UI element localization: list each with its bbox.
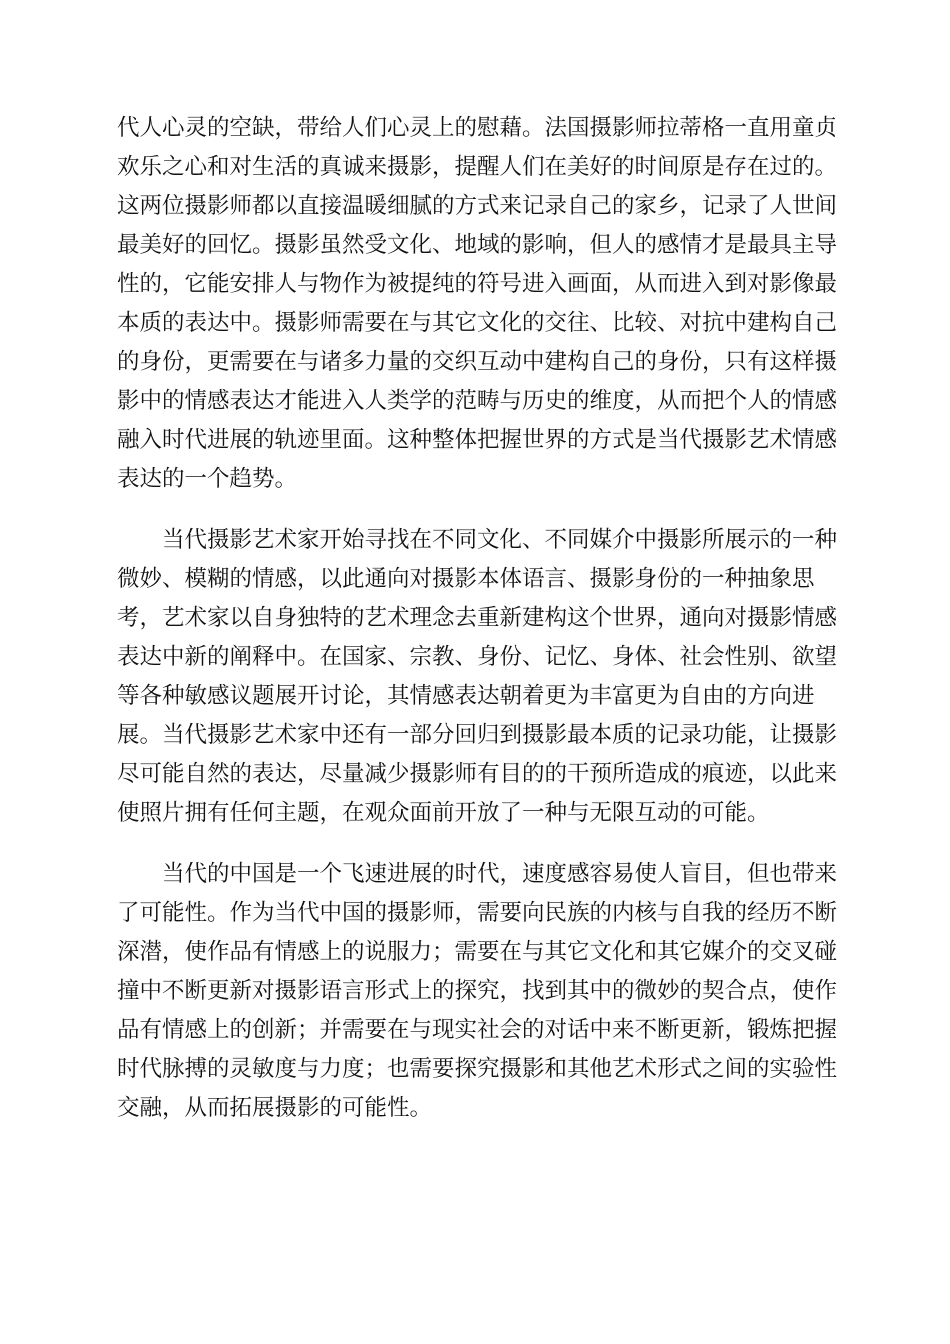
text-line: 当代摄影艺术家开始寻找在不同文化、不同媒介中摄影所展示的一种 [117,527,838,553]
text-line: 表达的一个趋势。 [117,466,298,492]
document-body [117,109,838,1128]
text-line: 时代脉搏的灵敏度与力度；也需要探究摄影和其他艺术形式之间的实验性 [117,1056,838,1082]
text-line: 尽可能自然的表达，尽量减少摄影师有目的的干预所造成的痕迹，以此来 [117,761,838,787]
text-line: 了可能性。作为当代中国的摄影师，需要向民族的内核与自我的经历不断 [117,900,838,926]
text-line: 的身份，更需要在与诸多力量的交织互动中建构自己的身份，只有这样摄 [117,349,838,375]
text-line: 展。当代摄影艺术家中还有一部分回归到摄影最本质的记录功能，让摄影 [117,722,838,748]
paragraph-spacer [117,833,833,855]
text-line: 微妙、模糊的情感，以此通向对摄影本体语言、摄影身份的一种抽象思 [117,566,815,592]
text-line: 影中的情感表达才能进入人类学的范畴与历史的维度，从而把个人的情感 [117,388,838,414]
paragraph-2 [117,521,838,833]
text-line: 代人心灵的空缺，带给人们心灵上的慰藉。法国摄影师拉蒂格一直用童贞 [117,115,838,141]
text-line: 表达中新的阐释中。在国家、宗教、身份、记忆、身体、社会性别、欲望 [117,644,838,670]
text-line: 性的，它能安排人与物作为被提纯的符号进入画面，从而进入到对影像最 [117,271,838,297]
text-line: 深潜，使作品有情感上的说服力；需要在与其它文化和其它媒介的交叉碰 [117,939,838,965]
text-line: 最美好的回忆。摄影虽然受文化、地域的影响，但人的感情才是最具主导 [117,232,838,258]
text-line: 品有情感上的创新；并需要在与现实社会的对话中来不断更新，锻炼把握 [117,1017,838,1043]
text-line: 融入时代进展的轨迹里面。这种整体把握世界的方式是当代摄影艺术情感 [117,427,838,453]
paragraph-1 [117,109,838,499]
text-line: 撞中不断更新对摄影语言形式上的探究，找到其中的微妙的契合点，使作 [117,978,838,1004]
paragraph-3 [117,855,838,1128]
text-line: 这两位摄影师都以直接温暖细腻的方式来记录自己的家乡，记录了人世间 [117,193,838,219]
text-line: 欢乐之心和对生活的真诚来摄影，提醒人们在美好的时间原是存在过的。 [117,154,838,180]
text-line: 等各种敏感议题展开讨论，其情感表达朝着更为丰富更为自由的方向进 [117,683,815,709]
text-line: 使照片拥有任何主题，在观众面前开放了一种与无限互动的可能。 [117,800,770,826]
paragraph-spacer [117,499,833,521]
text-line: 交融，从而拓展摄影的可能性。 [117,1095,433,1121]
text-line: 本质的表达中。摄影师需要在与其它文化的交往、比较、对抗中建构自己 [117,310,838,336]
text-line: 当代的中国是一个飞速进展的时代，速度感容易使人盲目，但也带来 [117,861,838,887]
text-line: 考，艺术家以自身独特的艺术理念去重新建构这个世界，通向对摄影情感 [117,605,838,631]
